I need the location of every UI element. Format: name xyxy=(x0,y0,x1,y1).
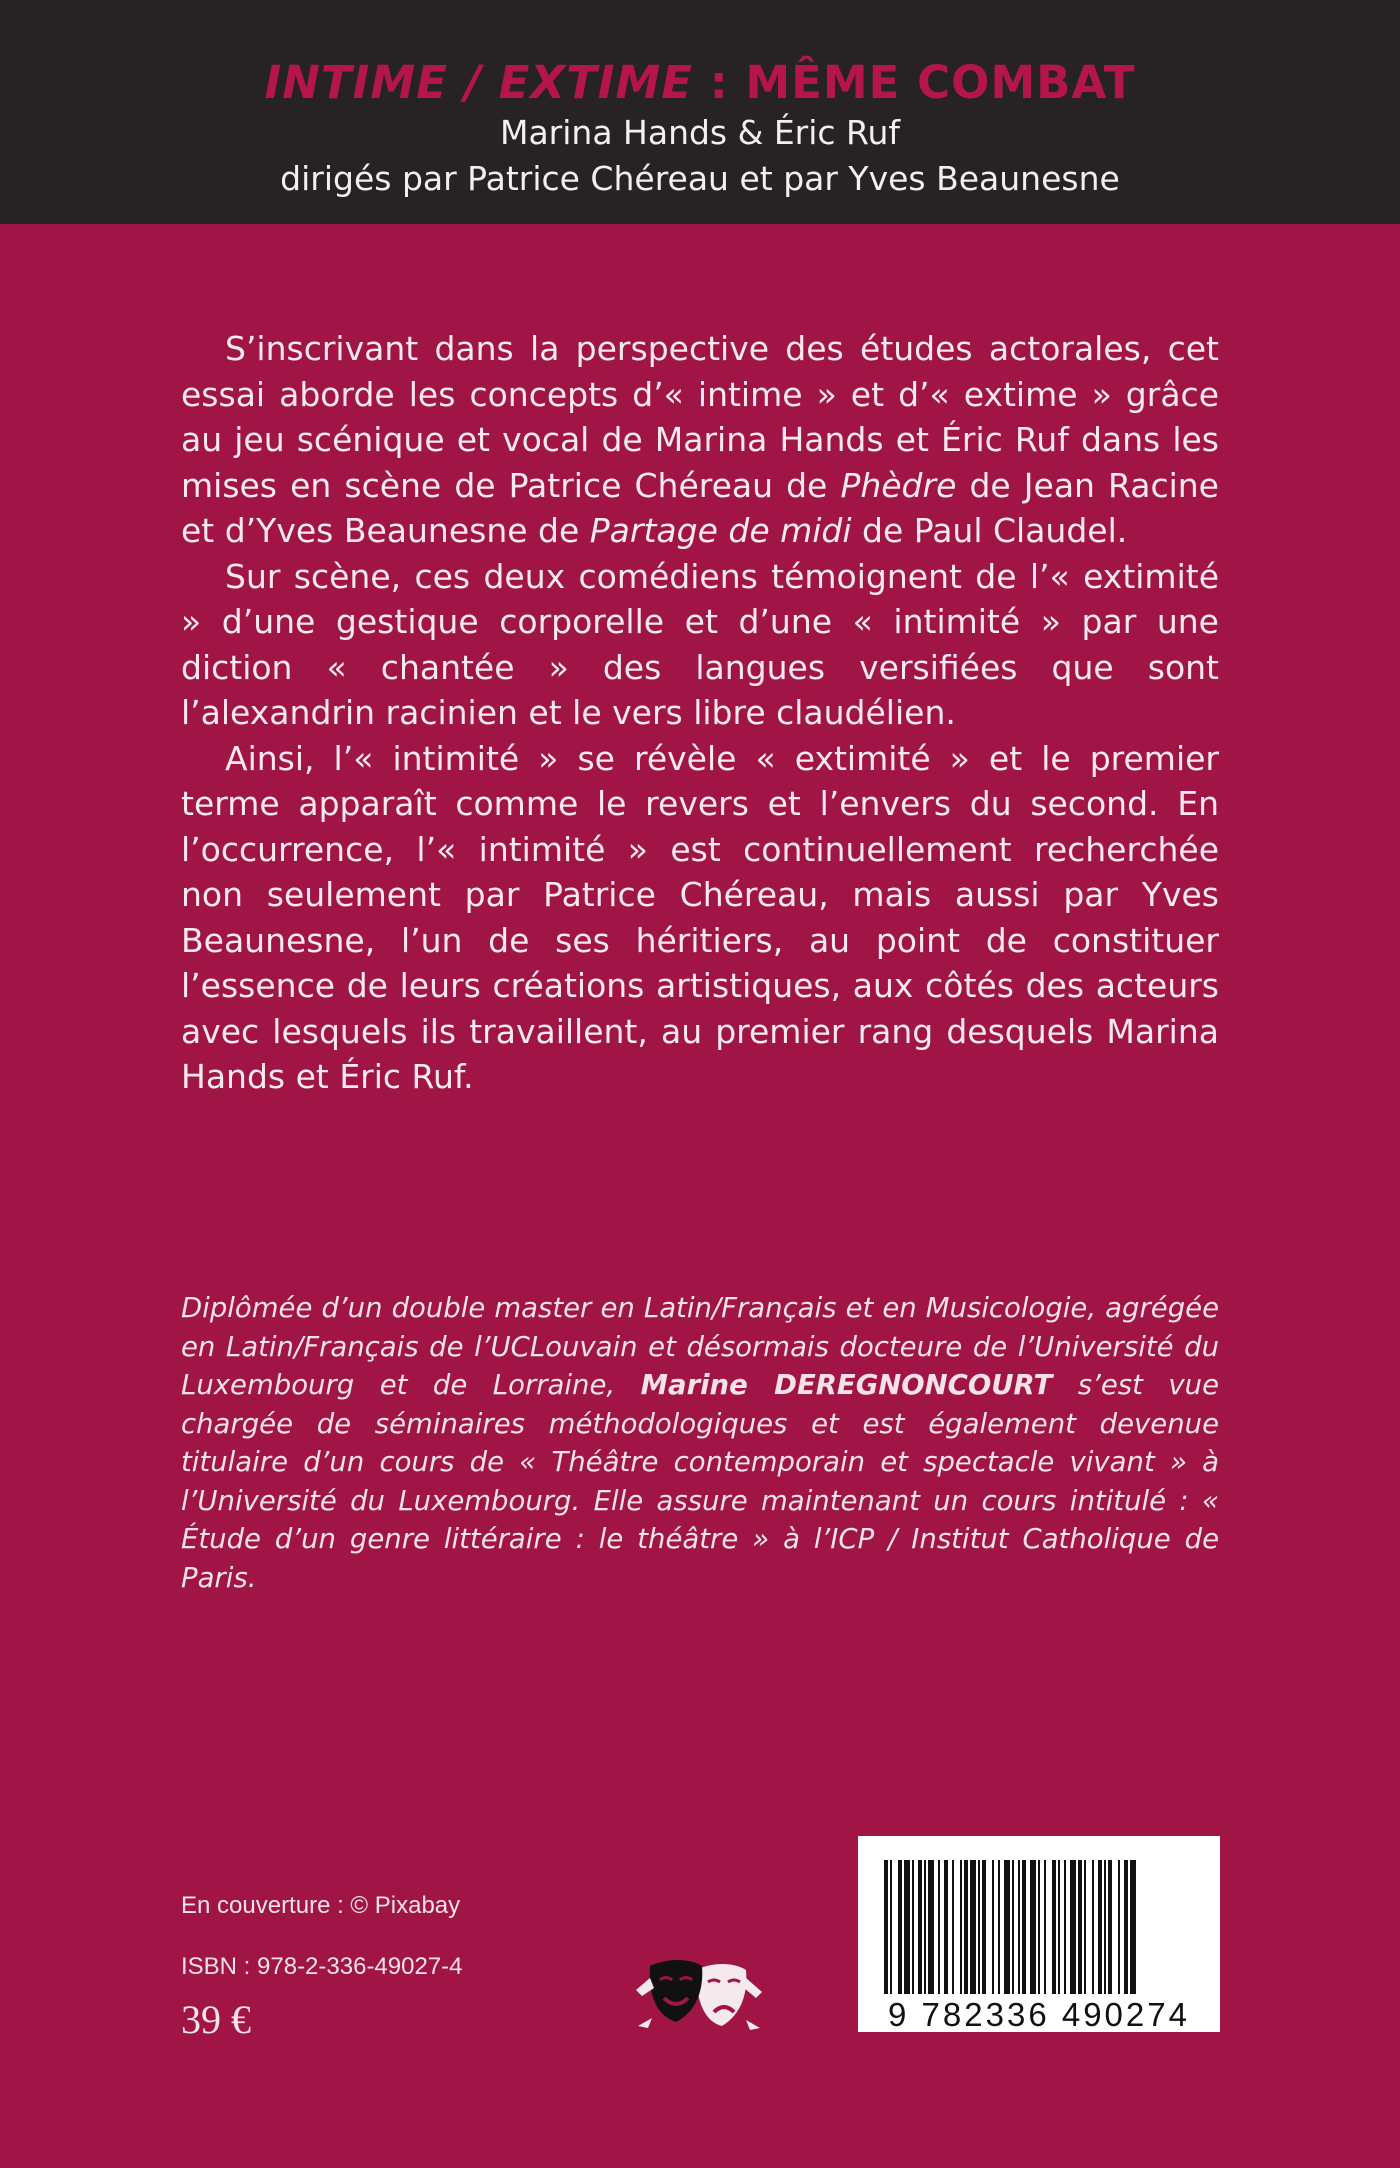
barcode-bar xyxy=(1124,1860,1128,1994)
barcode-bar xyxy=(1012,1860,1014,1994)
blurb-text: de Paul Claudel. xyxy=(851,511,1128,550)
barcode-bar xyxy=(884,1860,888,1994)
author-bio xyxy=(181,1289,1219,1597)
author-name: Marine DEREGNONCOURT xyxy=(640,1369,1053,1401)
barcode-bar xyxy=(890,1860,892,1994)
barcode-bar xyxy=(992,1860,994,1994)
barcode-icon xyxy=(884,1860,1194,1994)
barcode-bar xyxy=(924,1860,926,1994)
blurb-paragraph-1 xyxy=(181,326,1219,554)
book-title-italic: INTIME / EXTIME xyxy=(264,56,694,109)
bio-paragraph xyxy=(181,1289,1219,1597)
barcode-bar xyxy=(1030,1860,1036,1994)
work-title-phedre: Phèdre xyxy=(840,465,957,505)
book-title xyxy=(0,56,1400,110)
bio-text: Diplômée d’un double master en Latin/Français et en Musicologie, agrégée en Latin/Français de l’UCLouvain et désormais docteure de l’Université du Luxembourg et de Lorraine, xyxy=(181,1292,1219,1401)
isbn-barcode xyxy=(858,1836,1220,2032)
barcode-bar xyxy=(1022,1860,1026,1994)
barcode-bar xyxy=(1018,1860,1020,1994)
isbn: ISBN : 978-2-336-49027-4 xyxy=(181,1953,463,1980)
barcode-bar xyxy=(1098,1860,1102,1994)
price: 39 € xyxy=(181,1997,251,2042)
barcode-bar xyxy=(1058,1860,1060,1994)
barcode-bar xyxy=(1064,1860,1066,1994)
directors-line: dirigés par Patrice Chéreau et par Yves Beaunesne xyxy=(280,159,1120,198)
barcode-bar xyxy=(1052,1860,1056,1994)
barcode-bar xyxy=(1038,1860,1040,1994)
barcode-digits: 9 782336 490274 xyxy=(888,1996,1190,2033)
work-title-partage: Partage de midi xyxy=(589,511,852,550)
authors-line: Marina Hands & Éric Ruf xyxy=(499,113,901,152)
barcode-bar xyxy=(1092,1860,1094,1994)
blurb-text: de Jean Racine et d’Yves Beaunesne de xyxy=(181,465,1219,550)
barcode-bar xyxy=(928,1860,934,1994)
bio-text: s’est vue chargée de séminaires méthodologiques et est également devenue titulaire d’un cours de « Théâtre contemporain et spectacle vivant » à l’Université du Luxembourg. Elle assure maintenant un cours intitulé : « Étude d’un genre littéraire : le théâtre » à l’ICP / Institut Catholique de Paris. xyxy=(181,1369,1219,1594)
barcode-bar xyxy=(952,1860,954,1994)
barcode-bar xyxy=(978,1860,980,1994)
blurb-paragraph-3: Ainsi, l’« intimité » se révèle « extimité » et le premier terme apparaît comme le revers et l’envers du second. En l’occurrence, l’« intimité » est continuellement recherchée non seulement par Patrice Chéreau, mais aussi par Yves Beaunesne, l’un de ses héritiers, au point de constituer l’essence de leurs créations artistiques, aux côtés des acteurs avec lesquels ils travaillent, au premier rang desquels Marina Hands et Éric Ruf. xyxy=(181,738,1219,1096)
barcode-bar xyxy=(938,1860,940,1994)
barcode-bar xyxy=(1078,1860,1082,1994)
barcode-bar xyxy=(982,1860,986,1994)
barcode-bar xyxy=(970,1860,976,1994)
blurb-paragraph-2: Sur scène, ces deux comédiens témoignent de l’« extimité » d’une gestique corporelle et d’une « intimité » par une diction « chantée » des langues versifiées que sont l’alexandrin racinien et le vers libre claudélien. xyxy=(181,556,1219,732)
header-band xyxy=(0,0,1400,224)
barcode-bar xyxy=(1044,1860,1046,1994)
barcode-bar xyxy=(1084,1860,1086,1994)
barcode-bar xyxy=(960,1860,962,1994)
barcode-bar xyxy=(1104,1860,1106,1994)
barcode-bar xyxy=(944,1860,948,1994)
barcode-bar xyxy=(1118,1860,1120,1994)
barcode-bar xyxy=(964,1860,968,1994)
barcode-bar xyxy=(912,1860,914,1994)
book-title-rest: : MÊME COMBAT xyxy=(693,56,1136,109)
barcode-bar xyxy=(918,1860,922,1994)
barcode-bar xyxy=(1004,1860,1010,1994)
barcode-bar xyxy=(1130,1860,1136,1994)
theatre-masks-icon xyxy=(634,1956,766,2036)
barcode-bar xyxy=(898,1860,902,1994)
barcode-bar xyxy=(1108,1860,1112,1994)
barcode-bar xyxy=(1070,1860,1076,1994)
back-cover-blurb xyxy=(181,326,1219,1100)
blurb-text: S’inscrivant dans la perspective des études actorales, cet essai aborde les concepts d’« intime » et d’« extime » grâce au jeu scénique et vocal de Marina Hands et Éric Ruf dans les mises en scène de Patrice Chéreau de xyxy=(181,329,1219,505)
cover-credit: En couverture : © Pixabay xyxy=(181,1892,461,1919)
barcode-bar xyxy=(998,1860,1000,1994)
barcode-bar xyxy=(904,1860,910,1994)
